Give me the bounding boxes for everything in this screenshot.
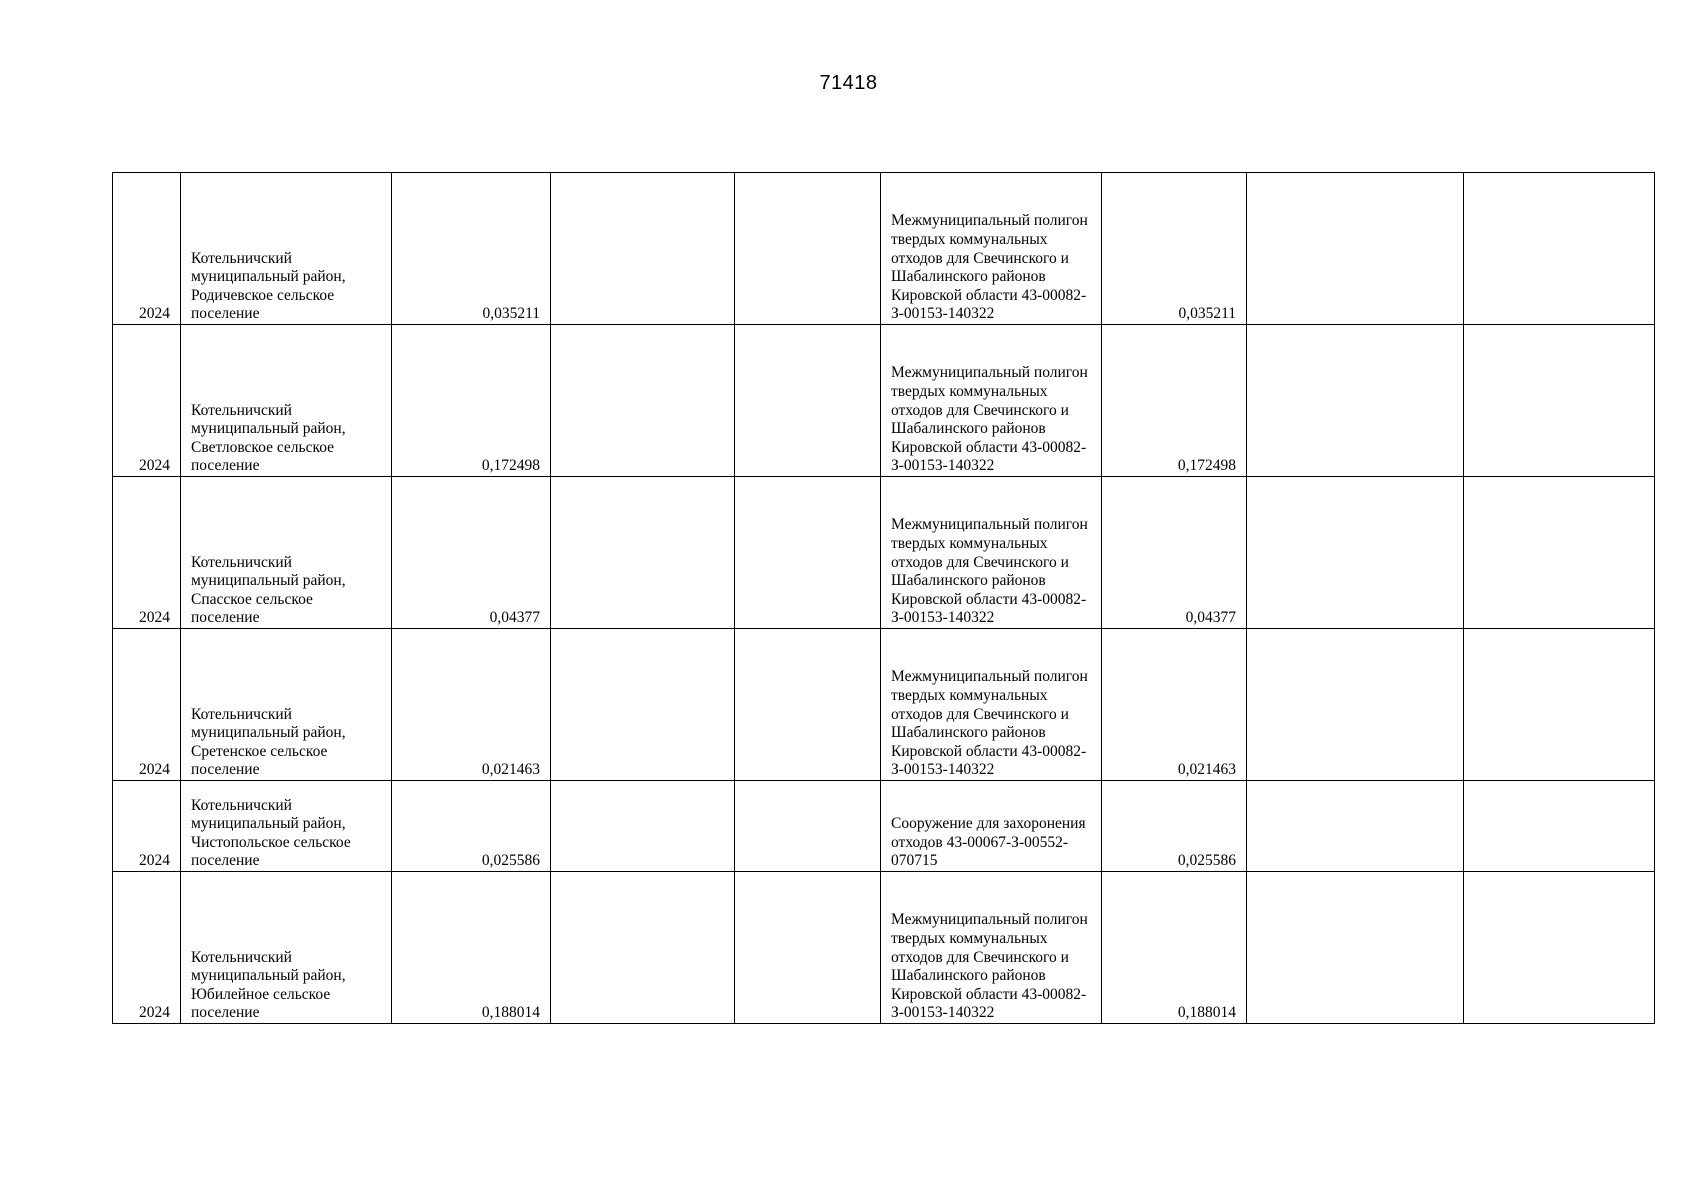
empty-cell [1247,477,1464,629]
table-row [113,173,1655,325]
empty-cell [735,872,881,1024]
page-number: 71418 [819,72,878,94]
empty-cell [1464,173,1655,325]
facility-cell: Межмуниципальный полигон твердых коммунальных отходов для Свечинского и Шабалинского районов Кировской области 43-00082-З-00153-140322 [881,629,1102,781]
empty-cell [1247,173,1464,325]
table-row [113,872,1655,1024]
empty-cell [1247,781,1464,872]
empty-cell [551,629,735,781]
year-cell: 2024 [113,173,181,325]
municipality-cell: Котельничский муниципальный район, Чистопольское сельское поселение [181,781,392,872]
empty-cell [735,173,881,325]
mass-cell: 0,025586 [392,781,551,872]
empty-cell [551,477,735,629]
empty-cell [551,781,735,872]
municipality-cell: Котельничский муниципальный район, Юбилейное сельское поселение [181,872,392,1024]
facility-cell: Межмуниципальный полигон твердых коммунальных отходов для Свечинского и Шабалинского районов Кировской области 43-00082-З-00153-140322 [881,477,1102,629]
empty-cell [1247,325,1464,477]
empty-cell [1247,629,1464,781]
mass-cell: 0,021463 [392,629,551,781]
mass-cell: 0,172498 [392,325,551,477]
empty-cell [1464,477,1655,629]
municipality-cell: Котельничский муниципальный район, Родичевское сельское поселение [181,173,392,325]
empty-cell [1247,872,1464,1024]
facility-mass-cell: 0,025586 [1102,781,1247,872]
empty-cell [551,173,735,325]
facility-mass-cell: 0,04377 [1102,477,1247,629]
empty-cell [1464,325,1655,477]
table-row [113,629,1655,781]
empty-cell [735,781,881,872]
facility-cell: Межмуниципальный полигон твердых коммунальных отходов для Свечинского и Шабалинского районов Кировской области 43-00082-З-00153-140322 [881,325,1102,477]
empty-cell [735,325,881,477]
year-cell: 2024 [113,781,181,872]
facility-cell: Межмуниципальный полигон твердых коммунальных отходов для Свечинского и Шабалинского районов Кировской области 43-00082-З-00153-140322 [881,173,1102,325]
empty-cell [1464,872,1655,1024]
facility-cell: Сооружение для захоронения отходов 43-00067-З-00552-070715 [881,781,1102,872]
facility-mass-cell: 0,021463 [1102,629,1247,781]
municipality-cell: Котельничский муниципальный район, Светловское сельское поселение [181,325,392,477]
empty-cell [551,325,735,477]
facility-mass-cell: 0,188014 [1102,872,1247,1024]
year-cell: 2024 [113,629,181,781]
year-cell: 2024 [113,477,181,629]
facility-cell: Межмуниципальный полигон твердых коммунальных отходов для Свечинского и Шабалинского районов Кировской области 43-00082-З-00153-140322 [881,872,1102,1024]
facility-mass-cell: 0,172498 [1102,325,1247,477]
empty-cell [1464,781,1655,872]
year-cell: 2024 [113,872,181,1024]
table-row [113,477,1655,629]
facility-mass-cell: 0,035211 [1102,173,1247,325]
municipality-cell: Котельничский муниципальный район, Спасское сельское поселение [181,477,392,629]
municipality-cell: Котельничский муниципальный район, Сретенское сельское поселение [181,629,392,781]
empty-cell [735,629,881,781]
empty-cell [551,872,735,1024]
mass-cell: 0,188014 [392,872,551,1024]
empty-cell [1464,629,1655,781]
waste-flow-table [112,172,1655,1024]
mass-cell: 0,04377 [392,477,551,629]
mass-cell: 0,035211 [392,173,551,325]
year-cell: 2024 [113,325,181,477]
table-row [113,781,1655,872]
empty-cell [735,477,881,629]
table-row [113,325,1655,477]
